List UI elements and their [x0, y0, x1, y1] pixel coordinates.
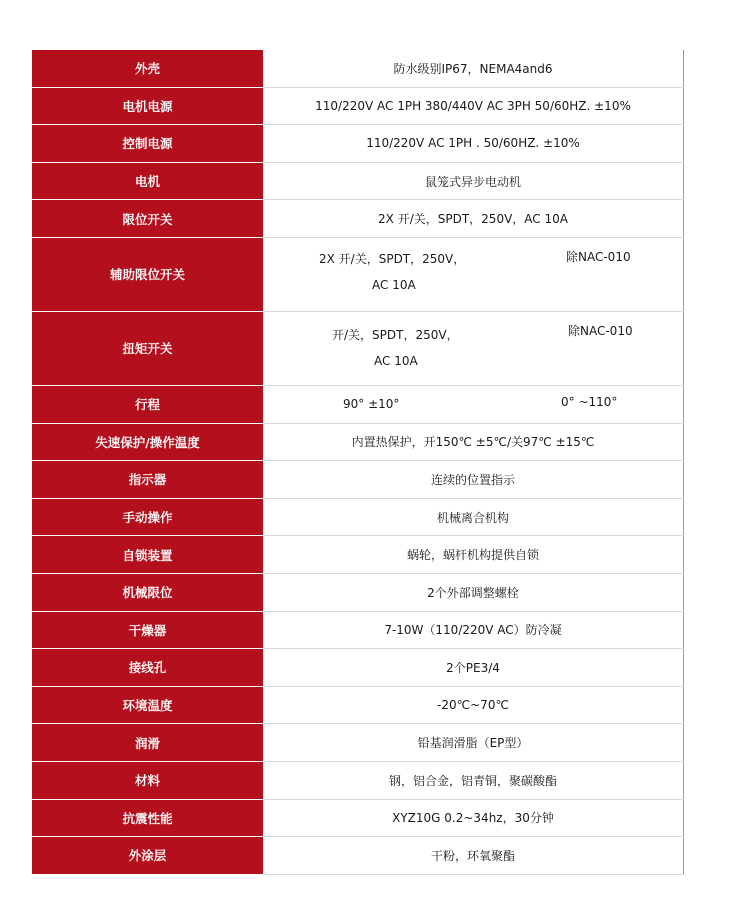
row-label: 自锁装置	[32, 536, 263, 574]
value-note: 除NAC-010	[568, 323, 633, 338]
table-row	[32, 125, 684, 163]
row-label: 控制电源	[32, 125, 263, 163]
table-row	[32, 574, 684, 612]
row-label: 指示器	[32, 461, 263, 499]
row-value: 110/220V AC 1PH . 50/60HZ. ±10%	[263, 125, 684, 162]
table-row	[32, 312, 684, 386]
value-note: 除NAC-010	[566, 249, 631, 264]
row-label: 外涂层	[32, 837, 263, 875]
row-label: 手动操作	[32, 499, 263, 537]
row-label: 限位开关	[32, 200, 263, 238]
table-row	[32, 50, 684, 88]
row-label: 抗震性能	[32, 800, 263, 838]
table-row	[32, 238, 684, 312]
row-label: 材料	[32, 762, 263, 800]
table-row	[32, 612, 684, 650]
row-value: 钢，铝合金，铝青铜，聚碳酸酯	[263, 762, 684, 799]
row-value: -20℃~70℃	[263, 687, 684, 724]
table-row	[32, 200, 684, 238]
row-value: 蜗轮，蜗杆机构提供自锁	[263, 536, 684, 573]
row-label: 机械限位	[32, 574, 263, 612]
row-label: 干燥器	[32, 612, 263, 650]
row-value	[263, 386, 684, 423]
table-row	[32, 762, 684, 800]
row-value: 2个外部调整螺栓	[263, 574, 684, 611]
row-value: 内置热保护，开150℃ ±5℃/关97℃ ±15℃	[263, 424, 684, 461]
table-row	[32, 163, 684, 201]
table-row	[32, 837, 684, 875]
row-label: 环境温度	[32, 687, 263, 725]
value-line: 开/关，SPDT，250V，	[332, 327, 459, 342]
table-row	[32, 536, 684, 574]
row-value: 干粉，环氧聚酯	[263, 837, 684, 874]
row-label: 辅助限位开关	[32, 238, 263, 312]
row-label: 电机	[32, 163, 263, 201]
row-value: 防水级别IP67，NEMA4and6	[263, 50, 684, 87]
row-value: 铅基润滑脂（EP型）	[263, 724, 684, 761]
value-left: 90° ±10°	[343, 396, 400, 411]
row-value: 7-10W（110/220V AC）防冷凝	[263, 612, 684, 649]
value-line: AC 10A	[374, 353, 418, 368]
table-row	[32, 88, 684, 126]
spec-table	[32, 50, 684, 875]
row-label: 扭矩开关	[32, 312, 263, 386]
row-value: 连续的位置指示	[263, 461, 684, 498]
row-label: 失速保护/操作温度	[32, 424, 263, 462]
row-value: 2个PE3/4	[263, 649, 684, 686]
table-row	[32, 461, 684, 499]
row-value: XYZ10G 0.2~34hz，30分钟	[263, 800, 684, 837]
table-row	[32, 649, 684, 687]
row-value	[263, 238, 684, 311]
row-value: 机械离合机构	[263, 499, 684, 536]
row-label: 润滑	[32, 724, 263, 762]
table-row	[32, 386, 684, 424]
table-row	[32, 687, 684, 725]
table-row	[32, 724, 684, 762]
row-value	[263, 312, 684, 385]
row-value: 110/220V AC 1PH 380/440V AC 3PH 50/60HZ. ±10%	[263, 88, 684, 125]
row-value: 2X 开/关，SPDT，250V，AC 10A	[263, 200, 684, 237]
row-label: 电机电源	[32, 88, 263, 126]
row-label: 外壳	[32, 50, 263, 88]
table-row	[32, 424, 684, 462]
value-line: 2X 开/关，SPDT，250V，	[319, 251, 466, 266]
row-value: 鼠笼式异步电动机	[263, 163, 684, 200]
value-line: AC 10A	[372, 277, 416, 292]
table-row	[32, 499, 684, 537]
table-row	[32, 800, 684, 838]
value-right: 0° ~110°	[561, 394, 618, 409]
row-label: 行程	[32, 386, 263, 424]
row-label: 接线孔	[32, 649, 263, 687]
